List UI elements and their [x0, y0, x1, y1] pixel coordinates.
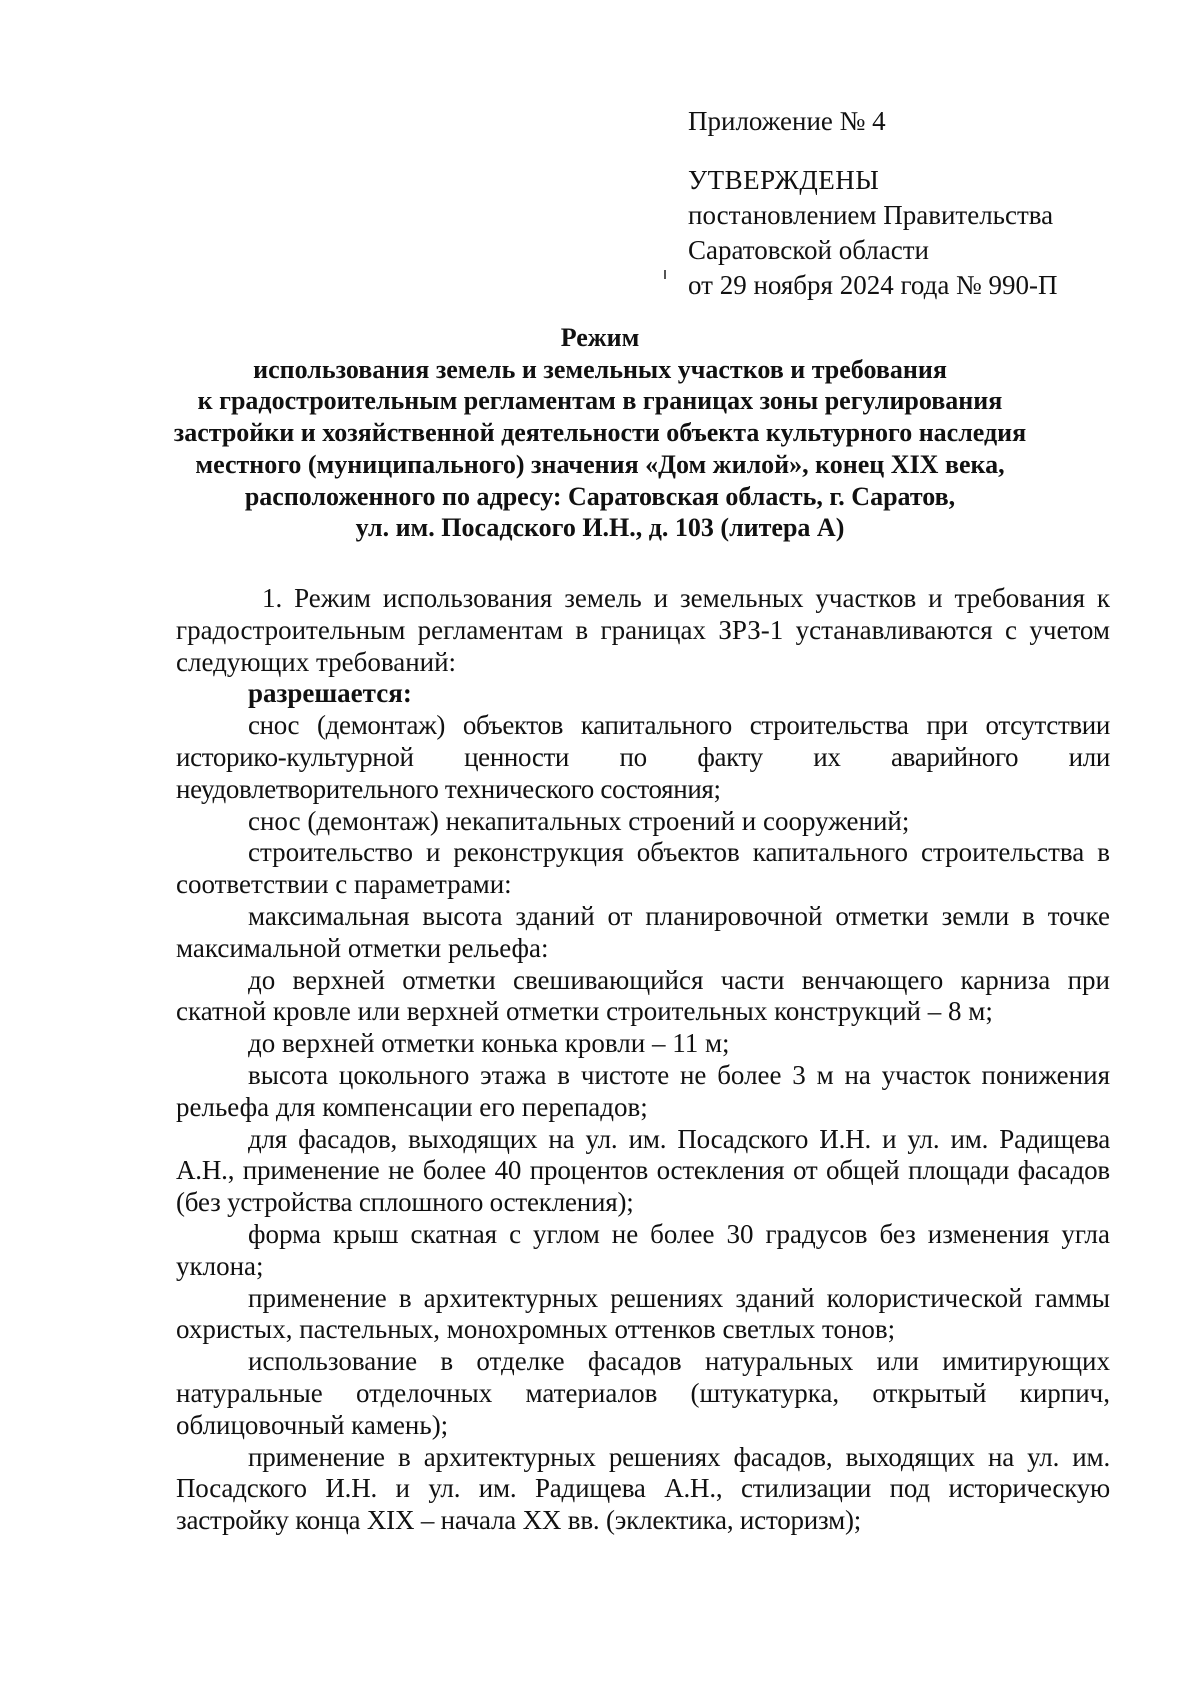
approval-line-3: от 29 ноября 2024 года № 990-П [688, 270, 1058, 300]
list-item: снос (демонтаж) некапитальных строений и сооружений; [248, 805, 910, 836]
list-item: до верхней отметки конька кровли – 11 м; [248, 1028, 730, 1059]
list-item: высота цокольного этажа в чистоте не более 3 м на участок понижения рельефа для компенсации его перепадов; [176, 1059, 1110, 1122]
list-item: максимальная высота зданий от планировочной отметки земли в точке максимальной отметки рельефа: [176, 900, 1110, 963]
title-line-3: к градостроительным регламентам в границах зоны регулирования [197, 386, 1003, 416]
approval-block [688, 104, 1058, 303]
title-line-6: расположенного по адресу: Саратовская область, г. Саратов, [244, 481, 956, 511]
list-item: строительство и реконструкция объектов капитального строительства в соответствии с параметрами: [176, 837, 1110, 900]
list-item: форма крыш скатная с углом не более 30 градусов без изменения угла уклона; [176, 1218, 1110, 1281]
annex-number: Приложение № 4 [688, 106, 886, 136]
allowed-heading: разрешается: [248, 678, 412, 709]
list-item: снос (демонтаж) объектов капитального строительства при отсутствии историко-культурной ценности по факту их аварийного или неудовлетворительного технического состояния; [176, 710, 1110, 804]
title-line-7: ул. им. Посадского И.Н., д. 103 (литера А) [355, 513, 845, 543]
approved-label: УТВЕРЖДЕНЫ [688, 165, 880, 195]
document-body [176, 583, 1110, 1537]
document-title [100, 322, 1100, 544]
approval-line-1: постановлением Правительства [688, 200, 1054, 230]
title-line-4: застройки и хозяйственной деятельности объекта культурного наследия [173, 418, 1027, 448]
paragraph-1-intro: 1. Режим использования земель и земельных участков и требования к градостроительным регламентам в границах ЗРЗ-1 устанавливаются с учетом следующих требований: [176, 583, 1110, 677]
list-item: использование в отделке фасадов натуральных или имитирующих натуральные отделочных материалов (штукатурка, открытый кирпич, облицовочный камень); [176, 1346, 1110, 1440]
approval-line-2: Саратовской области [688, 235, 929, 265]
title-line-2: использования земель и земельных участков и требования [253, 354, 947, 384]
scan-mark [664, 270, 666, 279]
list-item: применение в архитектурных решениях зданий колористической гаммы охристых, пастельных, монохромных оттенков светлых тонов; [176, 1282, 1110, 1345]
list-item: для фасадов, выходящих на ул. им. Посадского И.Н. и ул. им. Радищева А.Н., применение не более 40 процентов остекления от общей площади фасадов (без устройства сплошного остекления); [176, 1123, 1110, 1218]
list-item: применение в архитектурных решениях фасадов, выходящих на ул. им. Посадского И.Н. и ул. им. Радищева А.Н., стилизации под историческую застройку конца XIX – начала XX вв. (эклектика, историзм); [176, 1441, 1110, 1536]
title-line-1: Режим [560, 323, 640, 352]
title-line-5: местного (муниципального) значения «Дом жилой», конец XIX века, [195, 449, 1005, 479]
list-item: до верхней отметки свешивающийся части венчающего карниза при скатной кровле или верхней отметки строительных конструкций – 8 м; [176, 964, 1110, 1027]
